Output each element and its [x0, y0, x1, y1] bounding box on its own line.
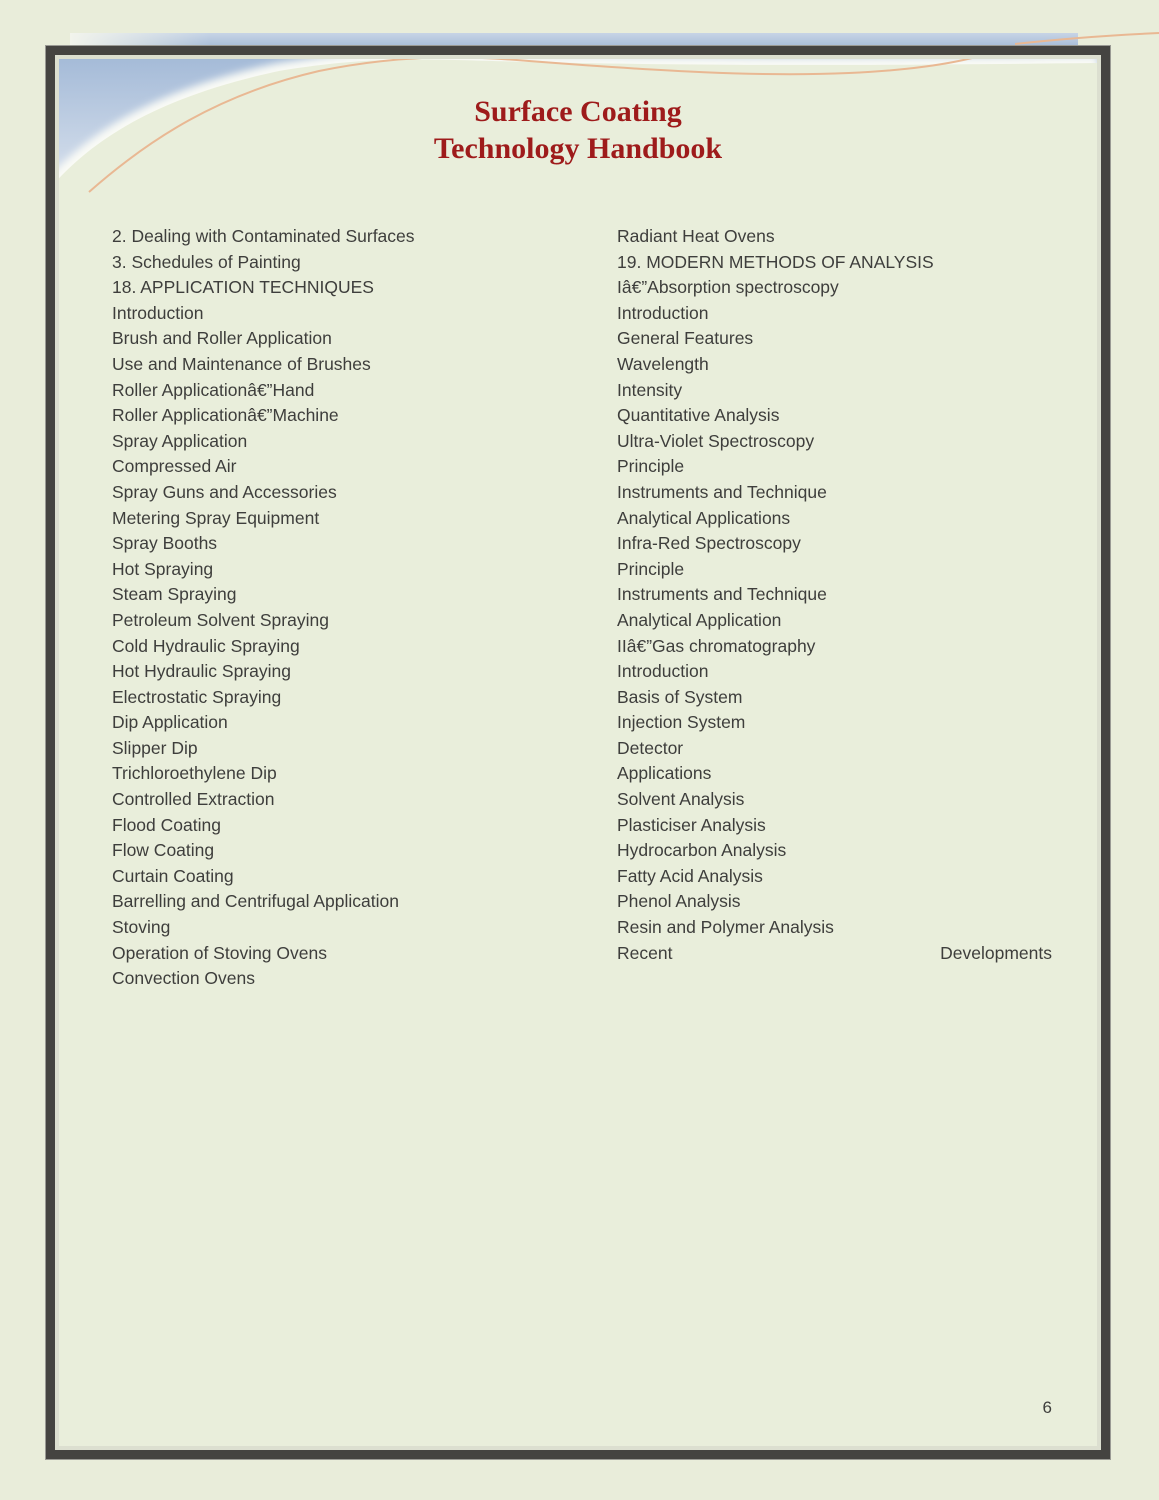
toc-item: Plasticiser Analysis	[617, 814, 766, 835]
toc-item: Introduction	[112, 302, 204, 323]
toc-item: 3. Schedules of Painting	[112, 251, 301, 272]
toc-item: Solvent Analysis	[617, 789, 745, 810]
toc-item: General Features	[617, 328, 754, 349]
toc-item: Flood Coating	[112, 814, 221, 835]
toc-item: Analytical Applications	[617, 507, 791, 528]
toc-item: Ultra-Violet Spectroscopy	[617, 430, 815, 451]
toc-item: Radiant Heat Ovens	[617, 226, 775, 246]
toc-item: Phenol Analysis	[617, 891, 741, 912]
toc-item: Iâ€”Absorption spectroscopy	[617, 277, 839, 298]
toc-item: Slipper Dip	[112, 737, 198, 758]
toc-item: 19. MODERN METHODS OF ANALYSIS	[617, 251, 934, 272]
toc-item: Curtain Coating	[112, 865, 234, 886]
toc-item: 2. Dealing with Contaminated Surfaces	[112, 226, 415, 246]
toc-item: Spray Guns and Accessories	[112, 481, 337, 502]
toc-item: Convection Ovens	[112, 968, 255, 989]
toc-item: Electrostatic Spraying	[112, 686, 282, 707]
toc-item: Roller Applicationâ€”Hand	[112, 379, 315, 400]
title-line-1: Surface Coating	[474, 95, 682, 128]
toc-item: Detector	[617, 737, 684, 758]
toc-item: Basis of System	[617, 686, 743, 707]
toc-item: Principle	[617, 456, 685, 477]
page-frame	[46, 46, 1110, 1459]
toc-left-column	[112, 224, 582, 992]
toc-item: Operation of Stoving Ovens	[112, 942, 327, 963]
toc-item: Trichloroethylene Dip	[112, 763, 277, 784]
toc-item: Instruments and Technique	[617, 584, 827, 605]
toc-item: Intensity	[617, 379, 683, 400]
toc-item: Quantitative Analysis	[617, 405, 780, 426]
toc-right-column	[617, 224, 1052, 966]
toc-item: Resin and Polymer Analysis	[617, 917, 834, 938]
toc-item: Hot Spraying	[112, 558, 214, 579]
toc-item-recent-developments	[617, 941, 1052, 967]
toc-item: Flow Coating	[112, 840, 215, 861]
toc-item: Use and Maintenance of Brushes	[112, 353, 371, 374]
toc-right-items	[617, 224, 1052, 941]
toc-item: Dip Application	[112, 712, 228, 733]
toc-item: Stoving	[112, 917, 171, 938]
toc-item: Roller Applicationâ€”Machine	[112, 405, 339, 426]
toc-item: Infra-Red Spectroscopy	[617, 533, 801, 554]
page-number: 6	[1042, 1398, 1052, 1417]
toc-item: Barrelling and Centrifugal Application	[112, 891, 399, 912]
page-content	[55, 55, 1101, 1450]
toc-item: Wavelength	[617, 353, 709, 374]
toc-item: Hydrocarbon Analysis	[617, 840, 787, 861]
toc-item: Introduction	[617, 661, 709, 682]
toc-item: Metering Spray Equipment	[112, 507, 320, 528]
toc-item: Brush and Roller Application	[112, 328, 332, 349]
recent-word: Recent	[617, 942, 673, 963]
toc-item: Controlled Extraction	[112, 789, 275, 810]
toc-item: Cold Hydraulic Spraying	[112, 635, 300, 656]
toc-item: Injection System	[617, 712, 746, 733]
toc-item: Instruments and Technique	[617, 481, 827, 502]
toc-item: Fatty Acid Analysis	[617, 865, 763, 886]
toc-item: Applications	[617, 763, 712, 784]
toc-item: Hot Hydraulic Spraying	[112, 661, 291, 682]
toc-item: Spray Application	[112, 430, 248, 451]
toc-item: Introduction	[617, 302, 709, 323]
toc-item: 18. APPLICATION TECHNIQUES	[112, 277, 374, 298]
toc-item: Analytical Application	[617, 609, 782, 630]
toc-item: Principle	[617, 558, 685, 579]
toc-item: IIâ€”Gas chromatography	[617, 635, 816, 656]
developments-word: Developments	[940, 942, 1052, 963]
title-line-2: Technology Handbook	[433, 132, 723, 165]
toc-item: Steam Spraying	[112, 584, 237, 605]
toc-item: Spray Booths	[112, 533, 218, 554]
accent-line-outside	[1015, 26, 1159, 48]
page-title	[59, 93, 1097, 167]
toc-item: Petroleum Solvent Spraying	[112, 609, 329, 630]
toc-item: Compressed Air	[112, 456, 237, 477]
